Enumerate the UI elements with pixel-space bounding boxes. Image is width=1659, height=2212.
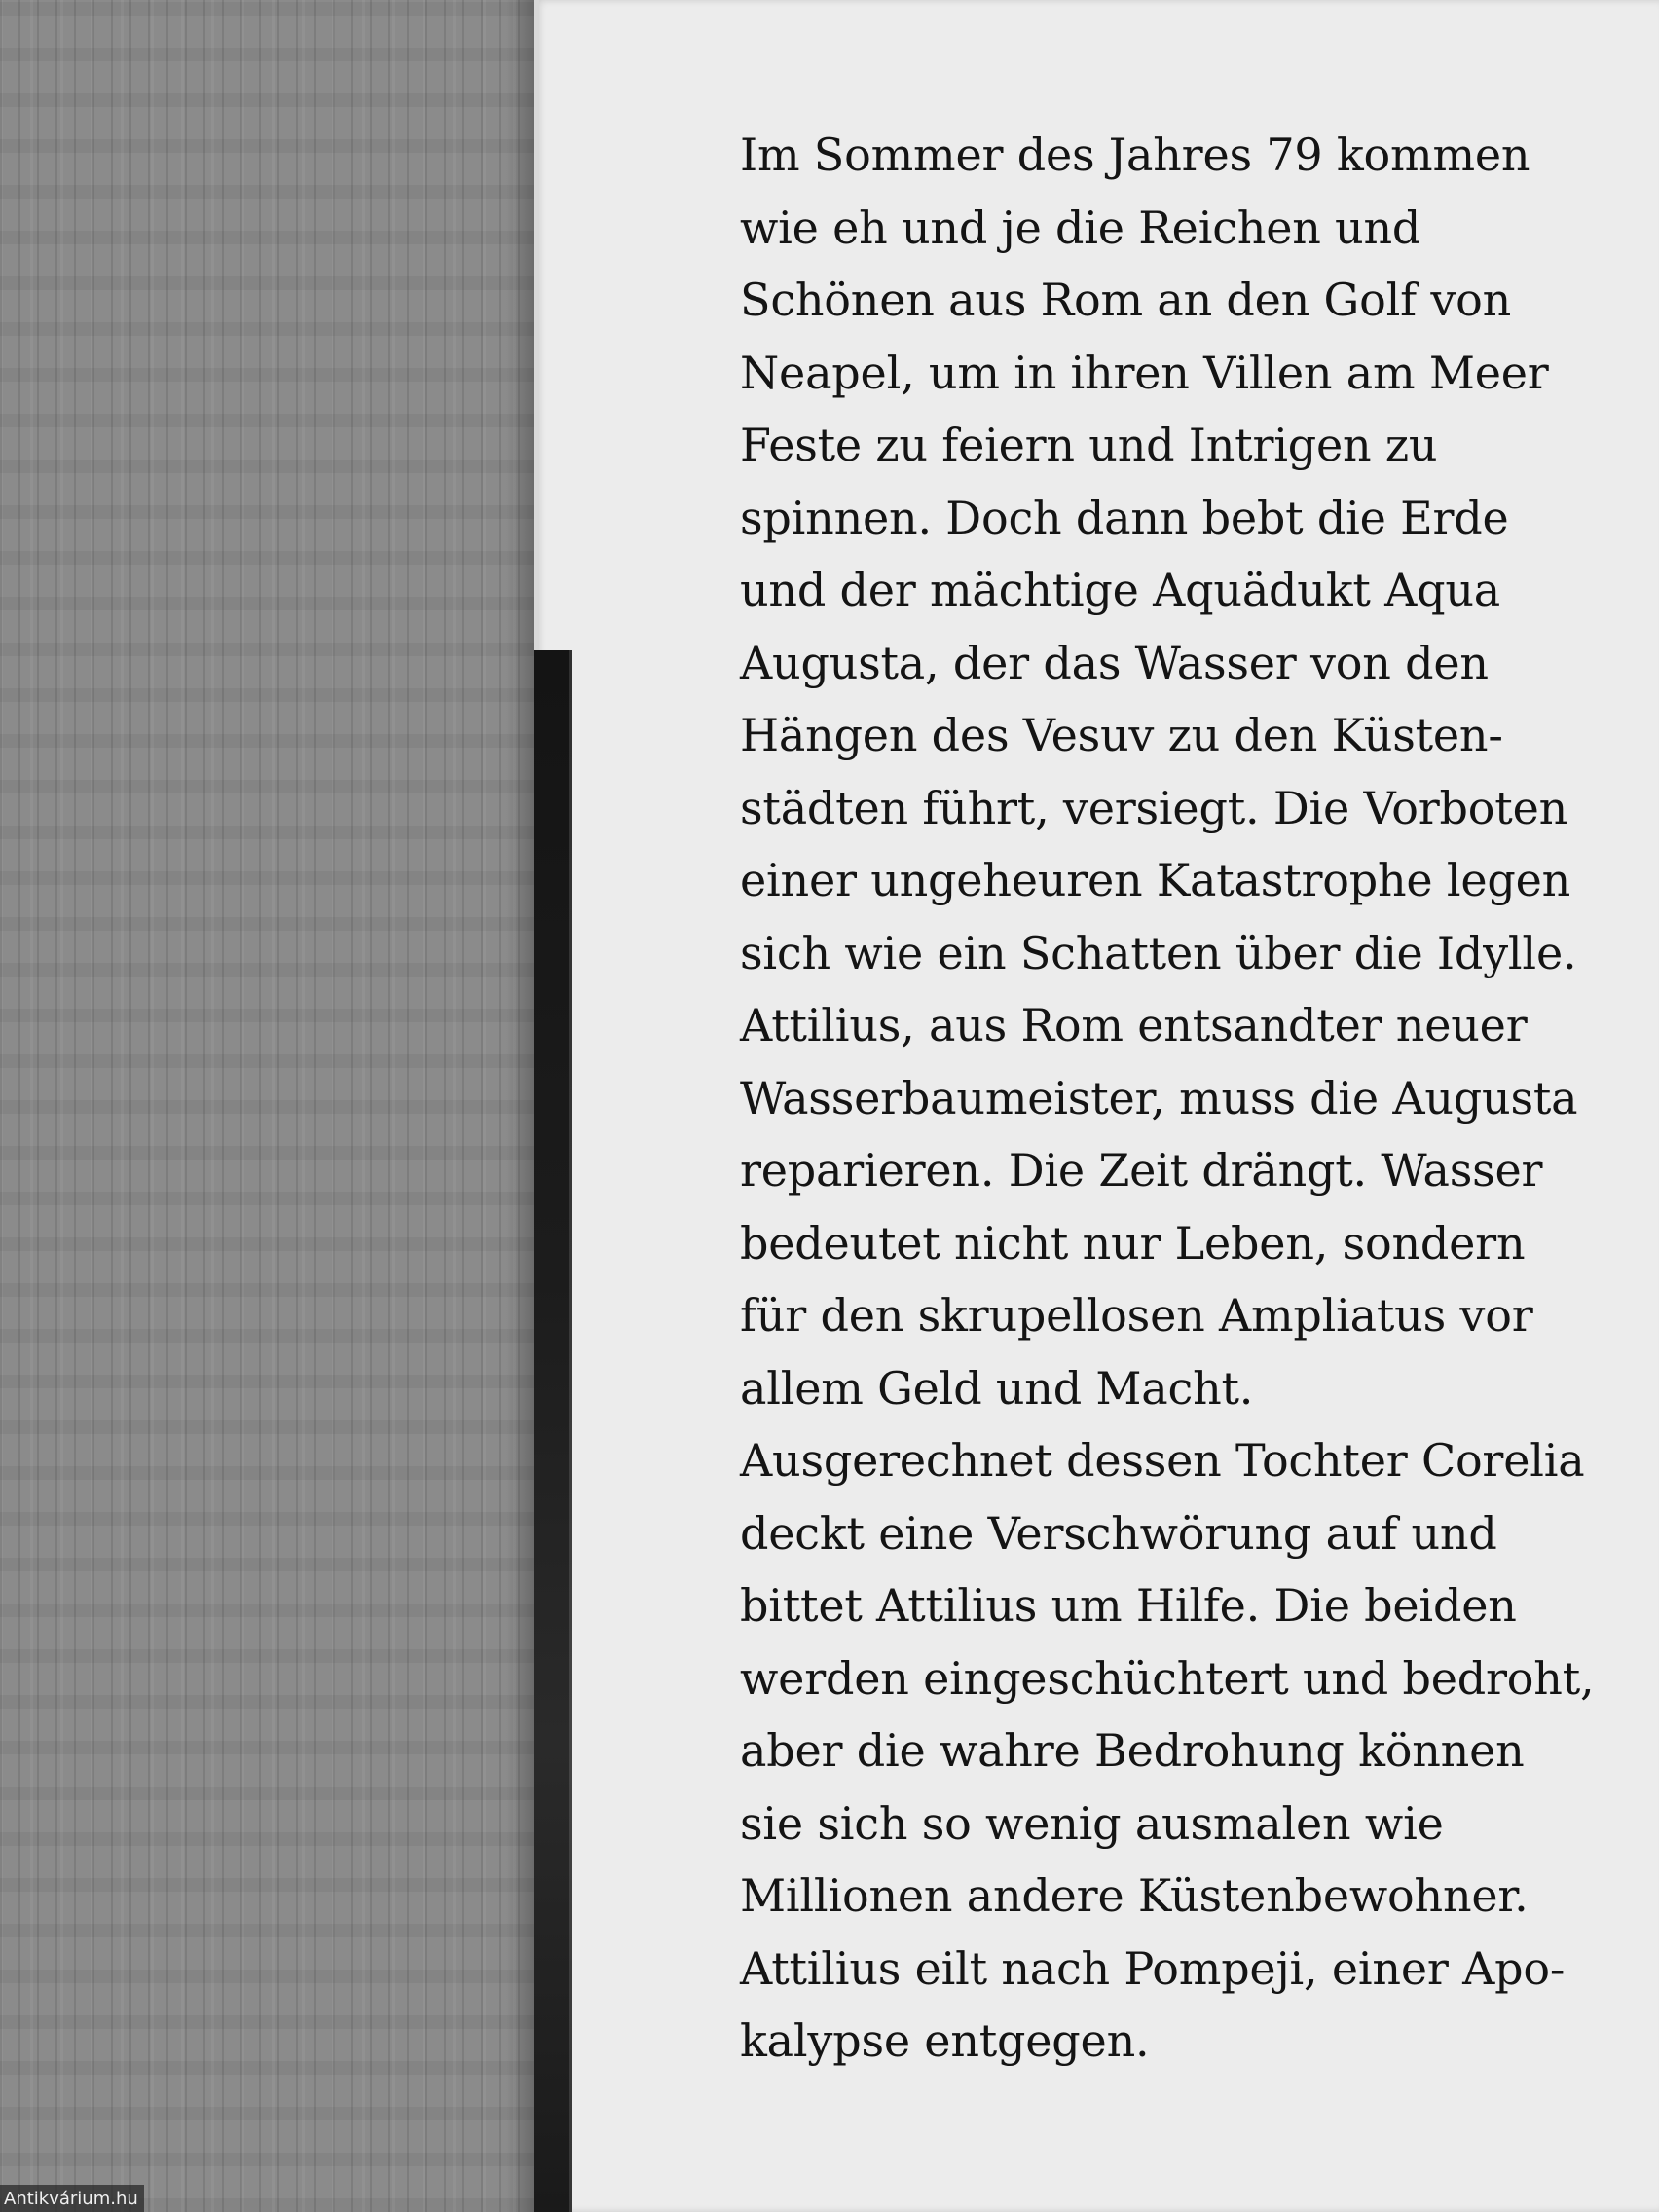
blurb-line: kalypse entgegen. <box>740 2014 1150 2067</box>
surface-shadow <box>506 0 535 2212</box>
blurb-line: sie sich so wenig ausmalen wie <box>740 1796 1444 1850</box>
watermark: Antikvárium.hu <box>0 2185 144 2212</box>
blurb-text <box>740 119 1616 2078</box>
blurb-line: spinnen. Doch dann bebt die Erde <box>740 491 1509 544</box>
blurb-line: Hängen des Vesuv zu den Küsten- <box>740 709 1503 761</box>
blurb-line: Attilius eilt nach Pompeji, einer Apo- <box>740 1941 1566 1995</box>
blurb-line: werden eingeschüchtert und bedroht, <box>740 1651 1595 1705</box>
blurb-line: aber die wahre Bedrohung können <box>740 1724 1525 1777</box>
blurb-line: wie eh und je die Reichen und <box>740 201 1421 254</box>
blurb-line: Schönen aus Rom an den Golf von <box>740 274 1512 326</box>
blurb-line: bedeutet nicht nur Leben, sondern <box>740 1216 1526 1270</box>
blurb-line: Im Sommer des Jahres 79 kommen <box>740 129 1530 181</box>
blurb-line: und der mächtige Aquädukt Aqua <box>740 564 1501 616</box>
wood-grain-surface <box>0 0 545 2212</box>
blurb-line: Neapel, um in ihren Villen am Meer <box>740 346 1549 399</box>
blurb-line: allem Geld und Macht. <box>740 1361 1254 1415</box>
blurb-line: Feste zu feiern und Intrigen zu <box>740 419 1438 471</box>
blurb-line: Attilius, aus Rom entsandter neuer <box>740 999 1528 1051</box>
blurb-line: reparieren. Die Zeit drängt. Wasser <box>740 1144 1543 1197</box>
blurb-line: deckt eine Verschwörung auf und <box>740 1506 1497 1560</box>
dark-spine-band <box>534 650 572 2212</box>
blurb-line: Augusta, der das Wasser von den <box>740 636 1489 689</box>
blurb-line: bittet Attilius um Hilfe. Die beiden <box>740 1579 1517 1632</box>
blurb-line: einer ungeheuren Katastrophe legen <box>740 854 1571 906</box>
blurb-line: Millionen andere Küstenbewohner. <box>740 1869 1529 1922</box>
blurb-line: sich wie ein Schatten über die Idylle. <box>740 926 1577 979</box>
blurb-line: für den skrupellosen Ampliatus vor <box>740 1289 1533 1342</box>
blurb-line: Ausgerechnet dessen Tochter Corelia <box>740 1434 1585 1487</box>
blurb-line: städten führt, versiegt. Die Vorboten <box>740 781 1568 834</box>
blurb-line: Wasserbaumeister, muss die Augusta <box>740 1071 1578 1124</box>
